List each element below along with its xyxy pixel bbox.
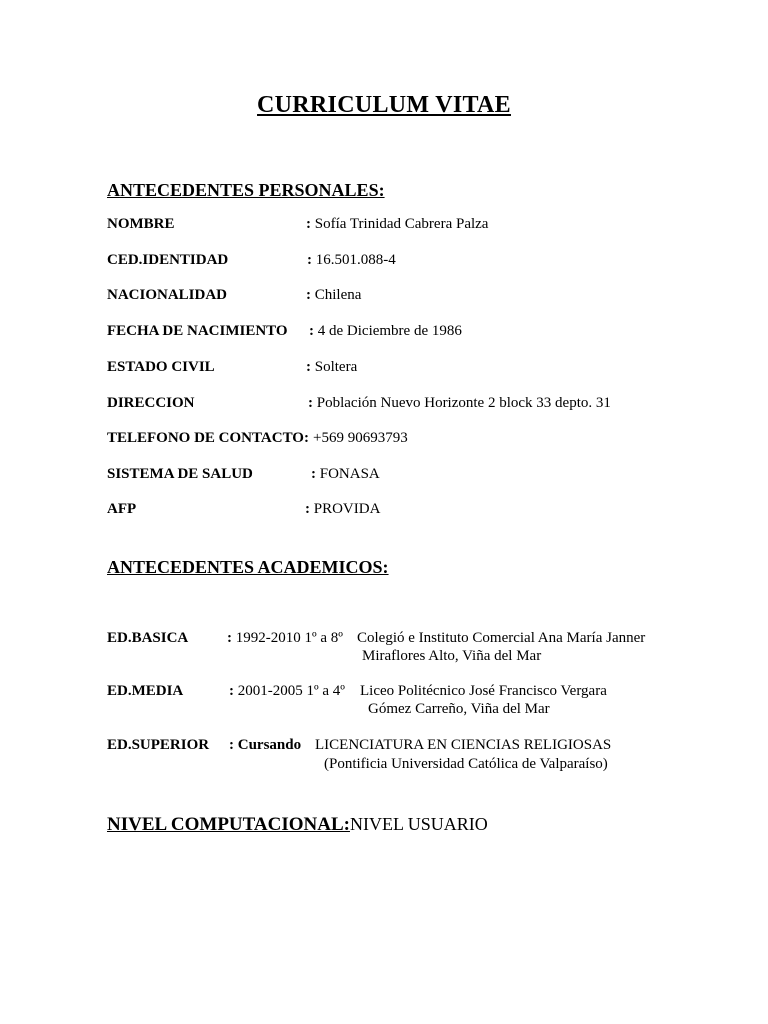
label-ed-superior: ED.SUPERIOR — [107, 737, 210, 753]
period-ed-media: : 2001-2005 1º a 4º — [229, 683, 345, 699]
degree-ed-superior: LICENCIATURA EN CIENCIAS RELIGIOSAS — [315, 737, 612, 753]
label-ed-media: ED.MEDIA — [107, 683, 184, 699]
label-fecha-nacimiento: FECHA DE NACIMIENTO — [107, 323, 288, 339]
label-nombre: NOMBRE — [107, 216, 175, 232]
value-nombre: : Sofía Trinidad Cabrera Palza — [306, 216, 489, 232]
section-heading-personal: ANTECEDENTES PERSONALES: — [107, 180, 385, 200]
label-sistema-salud: SISTEMA DE SALUD — [107, 466, 253, 482]
value-direccion: : Población Nuevo Horizonte 2 block 33 depto. 31 — [308, 395, 611, 411]
value-afp: : PROVIDA — [305, 501, 381, 517]
computer-level-line — [107, 814, 488, 836]
label-ed-basica: ED.BASICA — [107, 630, 189, 646]
value-estado-civil: : Soltera — [306, 359, 358, 375]
label-direccion: DIRECCION — [107, 395, 195, 411]
location-ed-basica: Miraflores Alto, Viña del Mar — [362, 648, 542, 664]
value-sistema-salud: : FONASA — [311, 466, 380, 482]
computer-level-heading: NIVEL COMPUTACIONAL: — [107, 814, 350, 835]
value-telefono: +569 90693793 — [313, 430, 408, 446]
value-nacionalidad: : Chilena — [306, 287, 362, 303]
label-estado-civil: ESTADO CIVIL — [107, 359, 215, 375]
university-ed-superior: (Pontificia Universidad Católica de Valparaíso) — [324, 756, 608, 772]
section-heading-academic: ANTECEDENTES ACADEMICOS: — [107, 557, 389, 577]
school-ed-media: Liceo Politécnico José Francisco Vergara — [360, 683, 607, 699]
location-ed-media: Gómez Carreño, Viña del Mar — [368, 701, 550, 717]
period-ed-superior: : Cursando — [229, 737, 302, 753]
period-ed-basica: : 1992-2010 1º a 8º — [227, 630, 343, 646]
label-telefono: TELEFONO DE CONTACTO: — [107, 430, 309, 446]
label-afp: AFP — [107, 501, 137, 517]
value-ced-identidad: : 16.501.088-4 — [307, 252, 396, 268]
label-ced-identidad: CED.IDENTIDAD — [107, 252, 229, 268]
computer-level-value: NIVEL USUARIO — [349, 814, 488, 834]
value-fecha-nacimiento: : 4 de Diciembre de 1986 — [309, 323, 462, 339]
label-nacionalidad: NACIONALIDAD — [107, 287, 228, 303]
document-title: CURRICULUM VITAE — [257, 92, 511, 118]
school-ed-basica: Colegió e Instituto Comercial Ana María Janner — [357, 630, 646, 646]
